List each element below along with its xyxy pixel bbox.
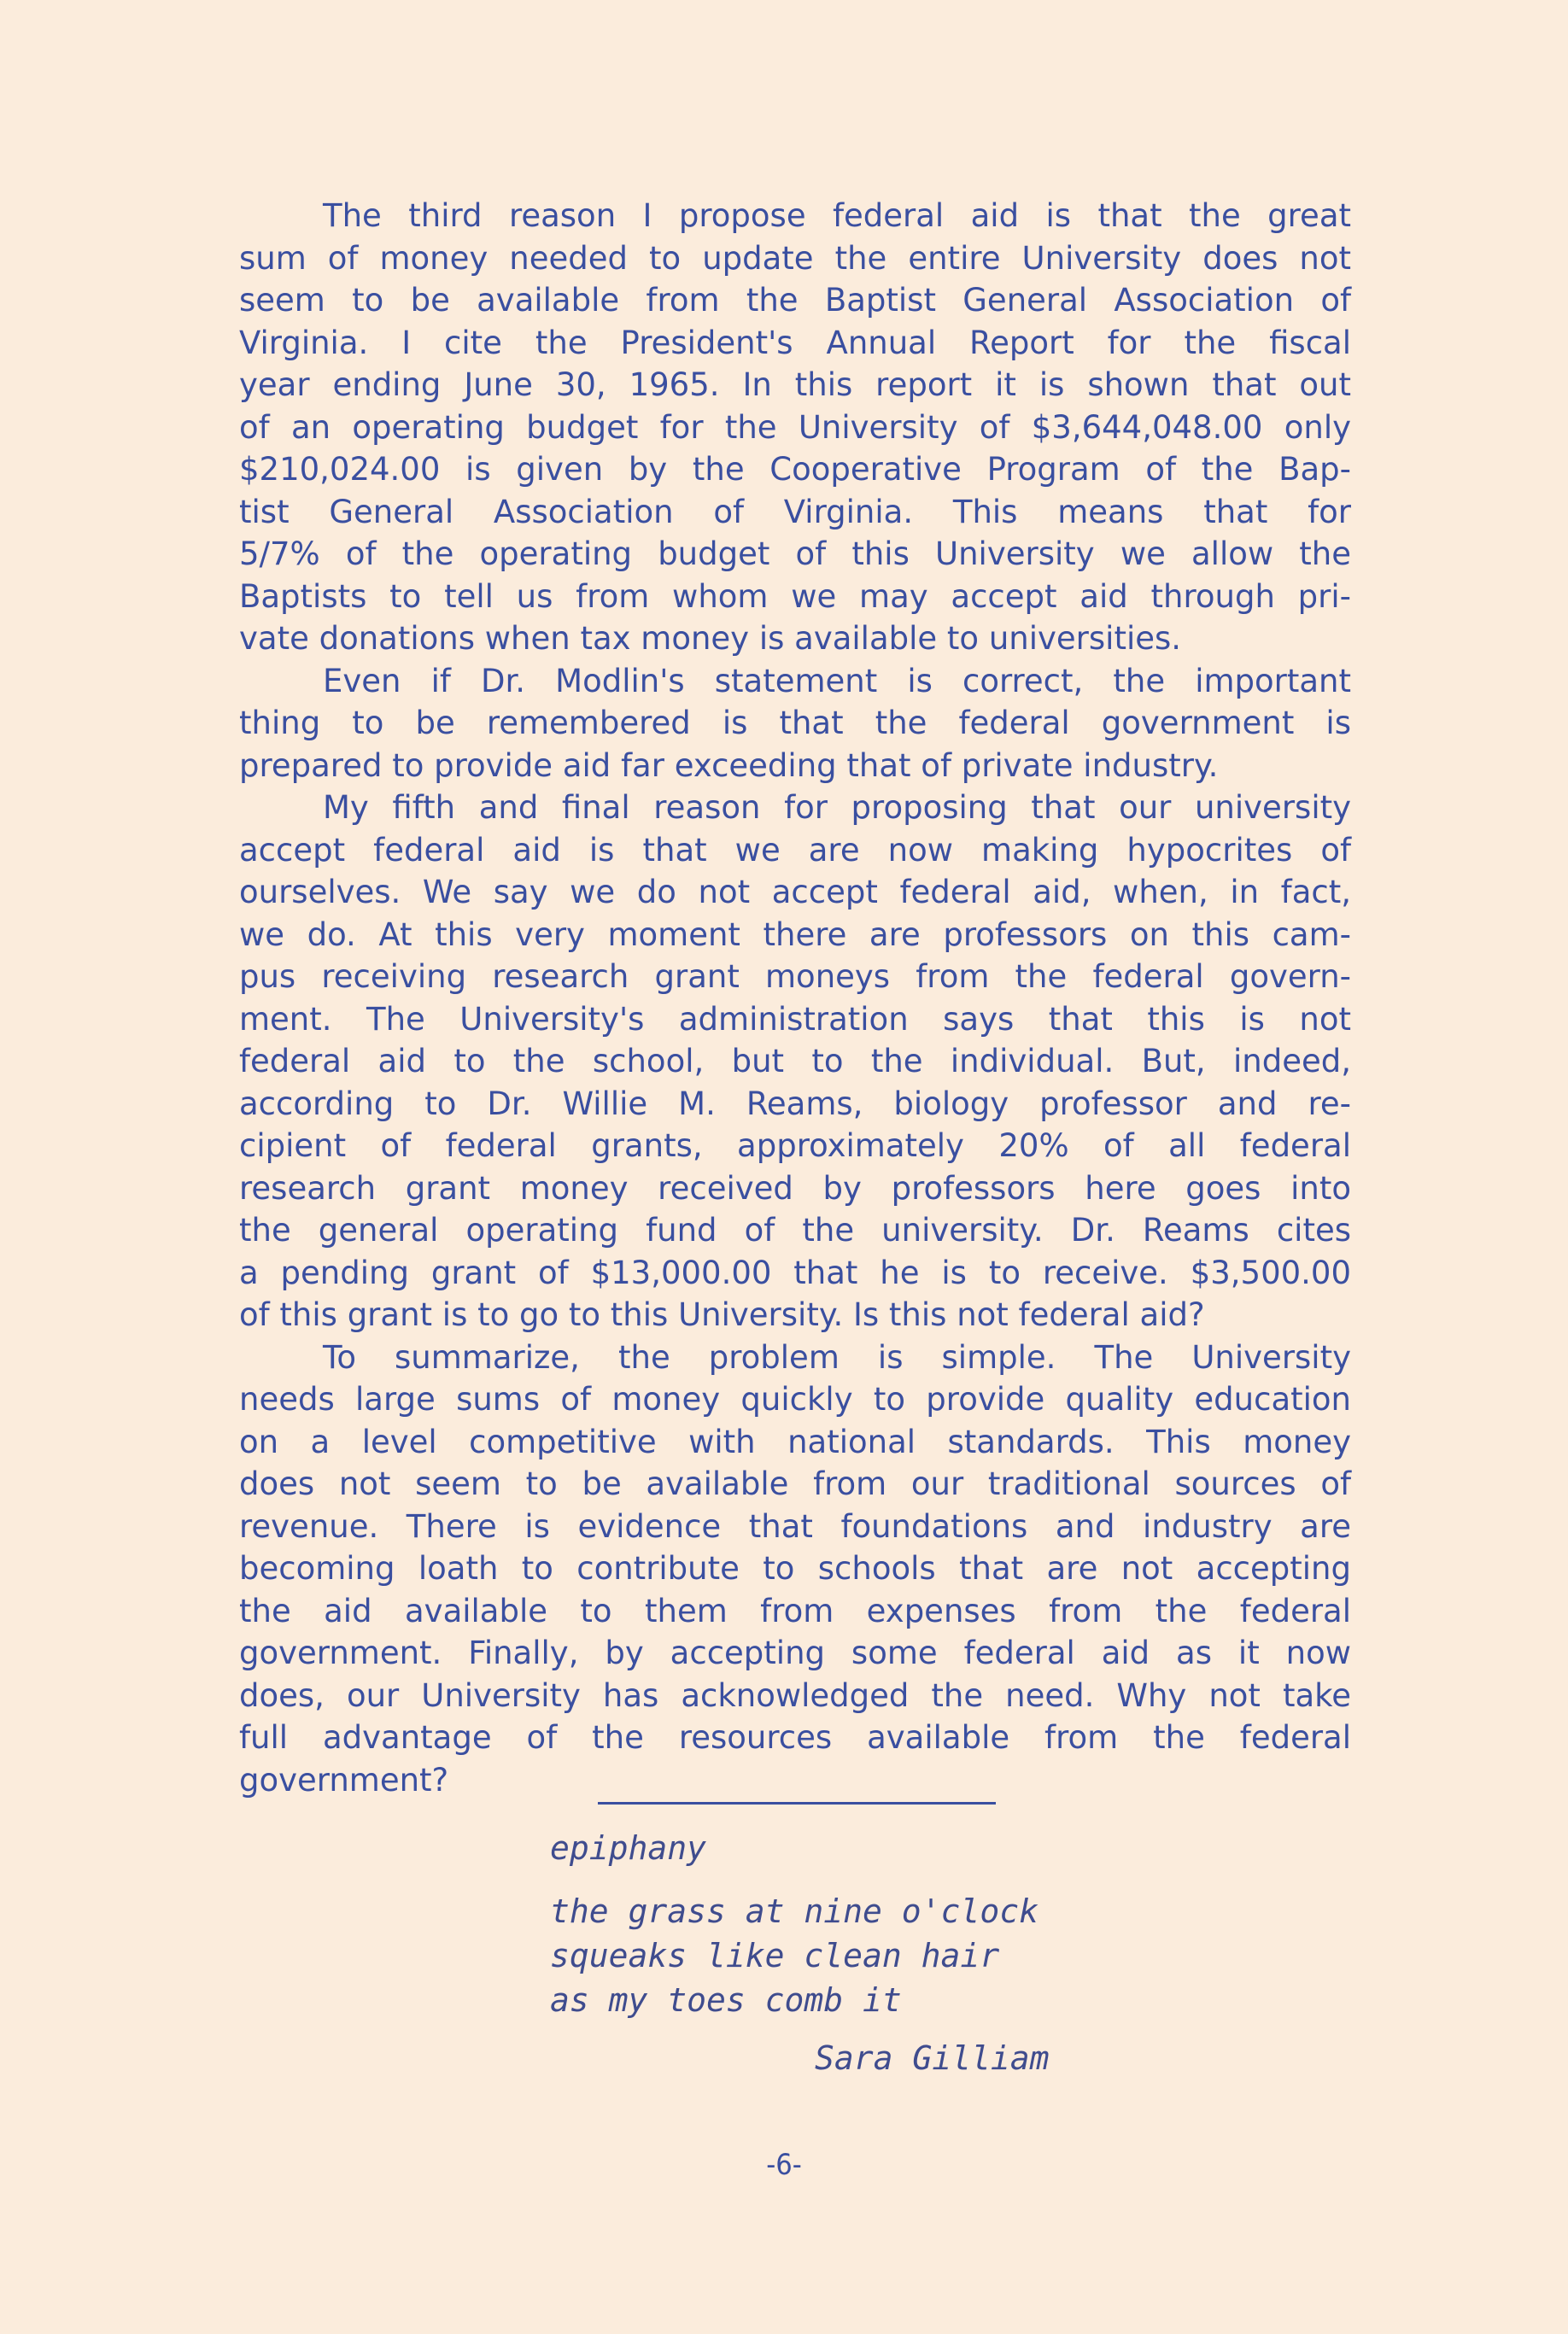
text-line: To summarize, the problem is simple. The University — [323, 1338, 1351, 1376]
text-line: does not seem to be available from our traditional sources of — [239, 1465, 1351, 1502]
text-line: tist General Association of Virginia. This means that for — [239, 493, 1351, 530]
text-line: thing to be remembered is that the federal government is — [239, 705, 1351, 741]
text-line: according to Dr. Willie M. Reams, biology professor and re- — [239, 1085, 1351, 1122]
text-line: year ending June 30, 1965. In this report it is shown that out — [239, 366, 1351, 403]
text-line: revenue. There is evidence that foundations and industry are — [239, 1507, 1351, 1545]
poem-author: Sara Gilliam — [815, 2039, 1050, 2077]
text-line: the aid available to them from expenses from the federal — [239, 1592, 1351, 1629]
section-divider — [598, 1802, 996, 1805]
essay-text — [239, 195, 1351, 1801]
text-line: becoming loath to contribute to schools that are not accepting — [239, 1550, 1351, 1587]
poem-line: squeaks like clean hair — [550, 1937, 1000, 1974]
text-line: the general operating fund of the university. Dr. Reams cites — [239, 1212, 1351, 1249]
text-line: needs large sums of money quickly to provide quality education — [239, 1381, 1351, 1418]
poem-title: epiphany — [550, 1829, 707, 1867]
text-line: prepared to provide aid far exceeding that of private industry. — [239, 746, 1219, 784]
text-line: seem to be available from the Baptist General Association of — [239, 282, 1351, 319]
text-line: My fifth and final reason for proposing that our university — [323, 789, 1351, 826]
text-line: accept federal aid is that we are now making hypocrites of — [239, 831, 1351, 869]
text-line: ourselves. We say we do not accept federal aid, when, in fact, — [239, 874, 1351, 910]
text-line: full advantage of the resources available from the federal — [239, 1719, 1351, 1756]
text-line: does, our University has acknowledged the need. Why not take — [239, 1676, 1351, 1714]
text-line: Even if Dr. Modlin's statement is correct, the important — [323, 662, 1351, 699]
text-line: of an operating budget for the University of $3,644,048.00 only — [239, 408, 1351, 446]
text-line: ment. The University's administration says that this is not — [239, 1000, 1351, 1038]
page-number: -6- — [766, 2148, 802, 2182]
text-line: vate donations when tax money is available to universities. — [239, 620, 1182, 657]
text-line: cipient of federal grants, approximately 20% of all federal — [239, 1127, 1351, 1164]
text-line: $210,024.00 is given by the Cooperative Program of the Bap- — [239, 451, 1351, 488]
poem-line: as my toes comb it — [550, 1981, 902, 2019]
text-line: research grant money received by professors here goes into — [239, 1169, 1351, 1207]
text-line: pus receiving research grant moneys from the federal govern- — [239, 958, 1351, 995]
text-line: 5/7% of the operating budget of this University we allow the — [239, 535, 1351, 572]
text-line: we do. At this very moment there are professors on this cam- — [239, 915, 1351, 953]
text-line: Virginia. I cite the President's Annual Report for the fiscal — [239, 324, 1351, 361]
text-line: of this grant is to go to this University. Is this not federal aid? — [239, 1296, 1205, 1333]
text-line: government? — [239, 1761, 449, 1799]
poem-line: the grass at nine o'clock — [550, 1892, 1039, 1930]
text-line: government. Finally, by accepting some federal aid as it now — [239, 1635, 1351, 1671]
poem — [550, 1826, 1050, 2077]
text-line: sum of money needed to update the entire University does not — [239, 239, 1351, 277]
text-line: Baptists to tell us from whom we may accept aid through pri- — [239, 577, 1351, 615]
text-line: on a level competitive with national standards. This money — [239, 1423, 1351, 1460]
text-line: federal aid to the school, but to the individual. But, indeed, — [239, 1043, 1351, 1079]
text-line: a pending grant of $13,000.00 that he is to receive. $3,500.00 — [239, 1254, 1351, 1291]
text-line: The third reason I propose federal aid is that the great — [323, 197, 1351, 234]
